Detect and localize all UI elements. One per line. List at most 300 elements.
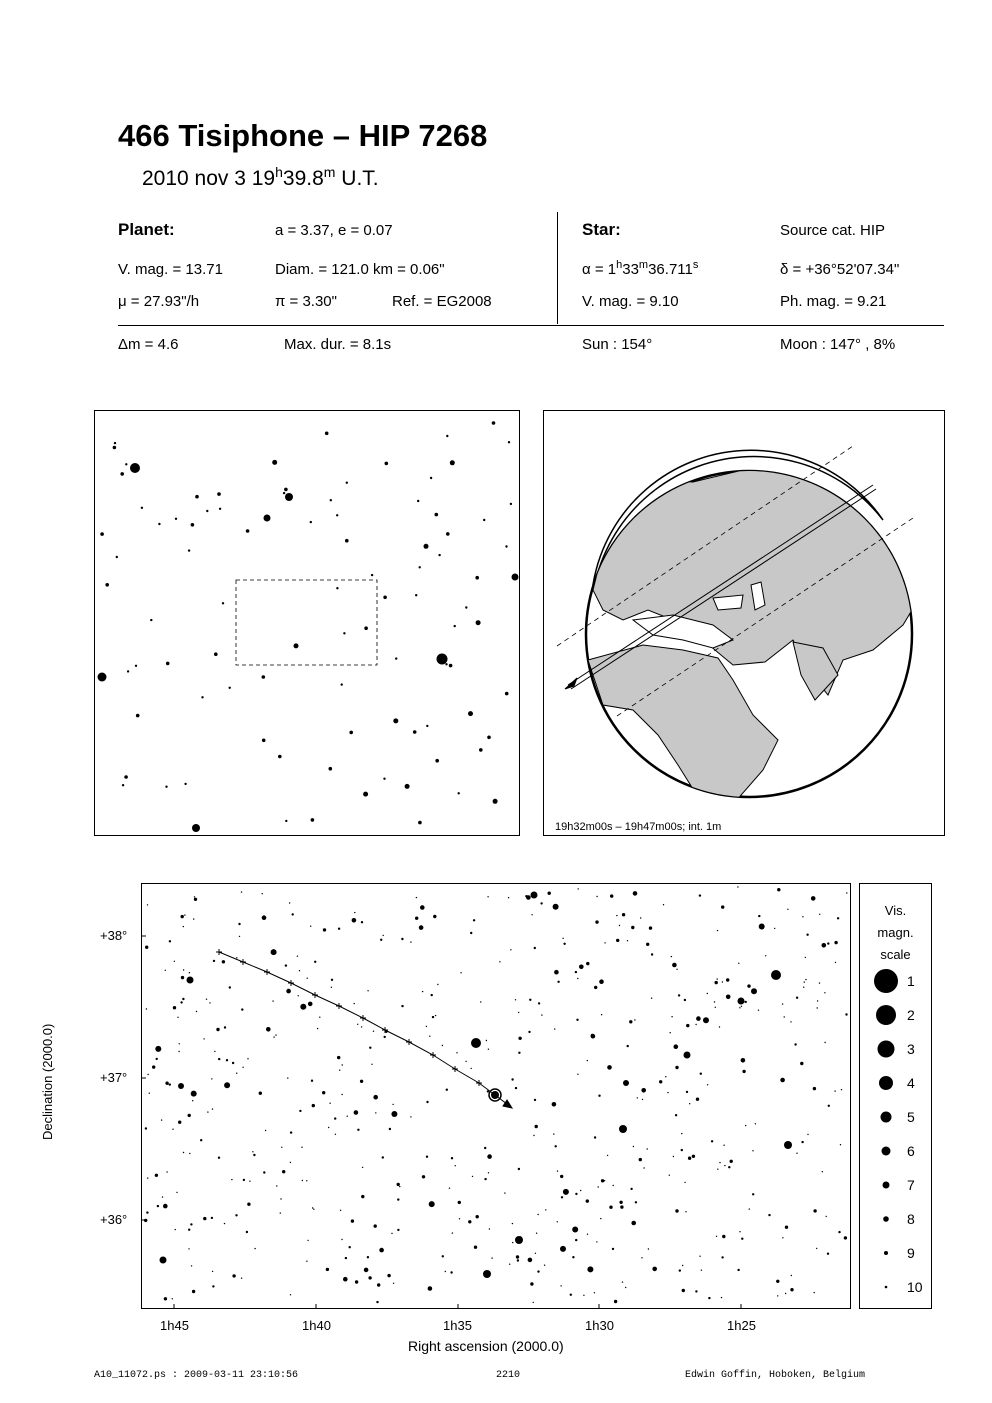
chart-star [382, 1156, 384, 1158]
chart-star [446, 1089, 448, 1091]
chart-star [156, 1058, 158, 1060]
finder-star [364, 626, 368, 630]
chart-star [391, 1233, 392, 1234]
legend-item: 7 [907, 1177, 915, 1193]
chart-star [367, 990, 368, 991]
chart-star [607, 1155, 608, 1156]
chart-star [181, 976, 184, 979]
chart-star [173, 1006, 176, 1009]
finder-star [124, 775, 128, 779]
finder-star [130, 463, 140, 473]
chart-star [373, 1031, 374, 1032]
chart-star [747, 984, 750, 987]
chart-star [741, 1058, 746, 1063]
chart-star [189, 972, 190, 973]
chart-star [380, 939, 382, 941]
chart-star [455, 1165, 456, 1166]
finder-star [505, 692, 509, 696]
chart-star [752, 1150, 753, 1151]
finder-star [166, 662, 170, 666]
finder-star [165, 786, 167, 788]
finder-star [188, 549, 190, 551]
chart-star [511, 1078, 513, 1080]
chart-star [580, 1190, 581, 1191]
finder-star [105, 583, 109, 587]
finder-star [222, 602, 224, 604]
finder-star [264, 515, 271, 522]
finder-star [217, 492, 221, 496]
timezone: U.T. [335, 167, 379, 190]
chart-star [633, 891, 638, 896]
finder-star [458, 792, 460, 794]
chart-star [510, 949, 511, 950]
chart-star [218, 1058, 220, 1060]
chart-star [692, 1155, 695, 1158]
chart-star [805, 957, 806, 958]
chart-star [631, 1221, 636, 1226]
chart-star [515, 1087, 517, 1089]
legend-dots [860, 884, 931, 1308]
chart-star [218, 1157, 220, 1159]
chart-star [431, 994, 433, 996]
star-ra-hours: α = 1 [582, 261, 617, 278]
chart-star [659, 1080, 662, 1083]
chart-star [286, 989, 291, 994]
chart-star [200, 1139, 202, 1141]
chart-star [226, 1059, 228, 1061]
chart-star [450, 1271, 452, 1273]
chart-star [178, 1051, 179, 1052]
finder-star [114, 442, 116, 444]
chart-star [723, 1145, 724, 1146]
chart-star [241, 1008, 243, 1010]
chart-star [442, 1255, 444, 1257]
chart-star [629, 1020, 632, 1023]
chart-star [207, 1111, 208, 1112]
finder-star [135, 665, 137, 667]
finder-star [98, 673, 107, 682]
chart-star [635, 1201, 637, 1203]
chart-star [415, 917, 418, 920]
chart-star [576, 1019, 578, 1021]
chart-star [351, 1219, 354, 1222]
chart-star [699, 894, 701, 896]
finder-star [505, 545, 507, 547]
finder-star [310, 521, 312, 523]
finder-star [415, 594, 417, 596]
chart-star [152, 1065, 155, 1068]
chart-star [387, 1274, 390, 1277]
star-chart [141, 883, 851, 1309]
chart-star [714, 1001, 715, 1002]
footer-file: A10_11072.ps : 2009-03-11 23:10:56 [94, 1370, 299, 1381]
chart-star [341, 1094, 342, 1095]
chart-star [531, 892, 538, 899]
chart-star [487, 1154, 492, 1159]
finder-star [454, 625, 456, 627]
chart-star [771, 970, 781, 980]
chart-star [695, 1290, 697, 1292]
finder-star [426, 725, 428, 727]
chart-star [367, 1256, 369, 1258]
finder-star [465, 606, 467, 608]
chart-star [486, 1040, 487, 1041]
finder-star [206, 510, 208, 512]
finder-star [262, 739, 266, 743]
finder-star [435, 513, 439, 517]
finder-star [446, 532, 450, 536]
finder-star [438, 554, 440, 556]
chart-star [801, 1141, 803, 1143]
legend-item: 10 [907, 1279, 923, 1295]
chart-star [246, 1231, 248, 1233]
chart-star [667, 1092, 668, 1093]
chart-star [266, 1027, 271, 1032]
chart-star [271, 949, 277, 955]
chart-star [814, 1292, 815, 1293]
chart-star [587, 1060, 588, 1061]
chart-star [577, 978, 578, 979]
chart-star [634, 1019, 635, 1020]
chart-star [254, 1248, 255, 1249]
chart-star [292, 913, 294, 915]
chart-star [432, 1016, 434, 1018]
finder-star [424, 544, 429, 549]
chart-star [147, 1074, 148, 1075]
chart-star [737, 886, 738, 887]
chart-star [298, 995, 299, 996]
chart-star [562, 938, 563, 939]
finder-star [283, 492, 285, 494]
chart-star [594, 986, 597, 989]
chart-star [361, 1195, 364, 1198]
chart-star [535, 1253, 536, 1254]
chart-star [231, 1179, 232, 1180]
chart-star [675, 1114, 677, 1116]
chart-star [604, 942, 605, 943]
chart-star [401, 1005, 403, 1007]
chart-star [178, 1083, 184, 1089]
finder-star [120, 472, 124, 476]
chart-star [803, 987, 804, 988]
chart-star [834, 1090, 835, 1091]
chart-star [426, 1156, 428, 1158]
chart-star [616, 939, 619, 942]
chart-star [308, 1002, 313, 1007]
chart-star [579, 965, 584, 970]
chart-star [338, 928, 340, 930]
chart-star [172, 1298, 173, 1299]
chart-star [641, 1257, 642, 1258]
chart-star [334, 1117, 336, 1119]
finder-star [278, 755, 282, 759]
chart-star [149, 1093, 150, 1094]
chart-star [379, 1248, 384, 1253]
chart-star [544, 1265, 545, 1266]
chart-star [535, 1125, 538, 1128]
chart-star [313, 1209, 314, 1210]
chart-star [531, 914, 532, 915]
chart-star [684, 1182, 685, 1183]
chart-star [276, 1185, 277, 1186]
event-time [142, 164, 379, 191]
planet-heading: Planet: [118, 220, 175, 239]
chart-star [329, 1103, 330, 1104]
legend-item: 2 [907, 1007, 915, 1023]
chart-star [310, 926, 311, 927]
chart-star [169, 940, 171, 942]
chart-star [162, 1196, 163, 1197]
legend-item: 3 [907, 1041, 915, 1057]
chart-star [670, 1032, 671, 1033]
chart-star [323, 928, 326, 931]
finder-star [468, 711, 473, 716]
finder-star [150, 619, 152, 621]
chart-star [419, 925, 424, 930]
chart-star [619, 1125, 627, 1133]
chart-star [782, 1003, 783, 1004]
chart-star [528, 1031, 530, 1033]
chart-star [471, 1068, 472, 1069]
ra-hour-unit: h [616, 259, 623, 271]
chart-star [193, 918, 194, 919]
planet-vmag: V. mag. = 13.71 [118, 261, 223, 278]
finder-star [512, 574, 519, 581]
finder-star [413, 730, 417, 734]
chart-star [536, 1233, 537, 1234]
chart-star [721, 905, 724, 908]
chart-star [192, 1290, 195, 1293]
chart-star [819, 982, 820, 983]
chart-star [209, 1002, 210, 1003]
sea-black [713, 595, 743, 610]
chart-star [252, 1151, 253, 1152]
chart-star [364, 1268, 369, 1273]
chart-star [426, 1026, 427, 1027]
finder-star [393, 718, 398, 723]
chart-star [174, 961, 175, 962]
chart-star [282, 1170, 285, 1173]
chart-star [526, 895, 531, 900]
chart-star [796, 1153, 797, 1154]
chart-star [247, 1058, 248, 1059]
chart-star [243, 1179, 245, 1181]
chart-star [306, 1261, 307, 1262]
chart-star [212, 1108, 213, 1109]
chart-star [433, 915, 436, 918]
chart-star [488, 1049, 489, 1050]
chart-star [281, 1147, 282, 1148]
chart-star [552, 1102, 557, 1107]
chart-star [452, 1232, 453, 1233]
chart-star [273, 1036, 274, 1037]
finder-star [346, 482, 348, 484]
chart-star [673, 1156, 674, 1157]
finder-chart [94, 410, 520, 836]
chart-star [442, 1045, 443, 1046]
chart-star [742, 1070, 745, 1073]
chart-star [739, 1007, 740, 1008]
chart-star [437, 984, 438, 985]
chart-star [449, 1188, 450, 1189]
chart-star [179, 1043, 180, 1044]
chart-star [648, 1248, 649, 1249]
chart-star [817, 1007, 818, 1008]
chart-star [384, 1036, 386, 1038]
chart-star [601, 1014, 602, 1015]
chart-star [177, 1017, 178, 1018]
chart-star [675, 1209, 678, 1212]
chart-star [343, 1277, 348, 1282]
chart-star [297, 956, 298, 957]
chart-star [741, 1006, 742, 1007]
finder-star [449, 664, 453, 668]
legend-dot [885, 1286, 888, 1289]
finder-star [435, 759, 439, 763]
chart-star [671, 956, 672, 957]
chart-star [557, 1170, 558, 1171]
star-ra-minutes: 33 [622, 261, 639, 278]
chart-star [371, 1064, 372, 1065]
star-ra [582, 259, 698, 278]
chart-star [647, 1148, 648, 1149]
chart-star [472, 1176, 473, 1177]
chart-star [183, 926, 184, 927]
chart-star [737, 1269, 739, 1271]
x-tick-label: 1h25 [727, 1318, 756, 1333]
legend-dot [884, 1251, 888, 1255]
chart-star [183, 1152, 184, 1153]
finder-star [345, 539, 349, 543]
chart-star [169, 1083, 171, 1085]
chart-star [191, 1091, 197, 1097]
finder-star [175, 518, 177, 520]
chart-star [326, 1268, 329, 1271]
chart-star [637, 1097, 638, 1098]
chart-star [594, 1292, 595, 1293]
chart-star [741, 1238, 743, 1240]
chart-star [515, 999, 516, 1000]
legend-dot [881, 1112, 892, 1123]
chart-star [533, 1302, 534, 1303]
chart-star [728, 1166, 730, 1168]
chart-star [238, 923, 240, 925]
chart-star [707, 993, 708, 994]
chart-star [375, 1112, 376, 1113]
chart-star [844, 1236, 847, 1239]
chart-star [312, 1104, 315, 1107]
chart-star [557, 1221, 558, 1222]
chart-star [314, 961, 316, 963]
chart-star [518, 1037, 521, 1040]
chart-star [688, 1157, 691, 1160]
chart-star [499, 961, 500, 962]
chart-star [312, 1207, 313, 1208]
chart-star [627, 940, 628, 941]
chart-star [236, 957, 237, 958]
legend-dot [879, 1076, 893, 1090]
magnitude-legend [859, 883, 932, 1309]
chart-star [155, 1046, 161, 1052]
chart-star [717, 1169, 718, 1170]
chart-star [785, 1293, 786, 1294]
chart-star [834, 941, 837, 944]
chart-star [429, 1036, 430, 1037]
chart-star [473, 919, 475, 921]
chart-star [700, 1073, 702, 1075]
chart-star [722, 1235, 725, 1238]
finder-star [284, 488, 288, 492]
finder-star [201, 696, 203, 698]
chart-star [681, 1133, 682, 1134]
chart-star [768, 1214, 770, 1216]
chart-star [577, 1074, 578, 1075]
chart-star [300, 1004, 306, 1010]
chart-star [392, 1104, 393, 1105]
finder-star [419, 566, 421, 568]
chart-star [194, 896, 195, 897]
chart-star [776, 1280, 779, 1283]
chart-star [216, 1028, 219, 1031]
finder-star [445, 663, 447, 665]
chart-star [838, 1231, 840, 1233]
chart-star [806, 934, 808, 936]
x-axis-title: Right ascension (2000.0) [408, 1338, 564, 1354]
chart-star [563, 1189, 569, 1195]
chart-star [224, 1026, 226, 1028]
chart-star [517, 1259, 519, 1261]
chart-star [515, 1236, 523, 1244]
chart-star [619, 1201, 622, 1204]
finder-star [483, 519, 485, 521]
finder-star [325, 432, 329, 436]
chart-star [841, 1089, 842, 1090]
chart-star [337, 1056, 340, 1059]
chart-star [203, 1038, 204, 1039]
chart-star [175, 1229, 176, 1230]
chart-star [512, 1223, 513, 1224]
finder-star [285, 493, 293, 501]
chart-star [470, 932, 472, 934]
chart-star [646, 943, 649, 946]
chart-star [410, 1116, 411, 1117]
planet-diameter: Diam. = 121.0 km = 0.06" [275, 261, 445, 278]
x-tick-label: 1h40 [302, 1318, 331, 1333]
chart-star [287, 1077, 288, 1078]
chart-star [145, 1127, 147, 1129]
chart-star [612, 1248, 614, 1250]
chart-star [596, 1241, 597, 1242]
finder-star [383, 596, 387, 600]
chart-star [572, 1256, 574, 1258]
chart-star [232, 1062, 234, 1064]
legend-dot [883, 1182, 890, 1189]
legend-item: 4 [907, 1075, 915, 1091]
chart-star [575, 1239, 577, 1241]
chart-star [484, 1178, 486, 1180]
chart-star [484, 1147, 486, 1149]
chart-star [715, 1007, 716, 1008]
x-tick-label: 1h30 [585, 1318, 614, 1333]
chart-star [410, 941, 411, 942]
chart-star [738, 998, 745, 1005]
chart-star [488, 1172, 489, 1173]
chart-star [301, 1147, 302, 1148]
chart-star [354, 1110, 359, 1115]
chart-star [317, 1028, 318, 1029]
globe-map [543, 410, 945, 836]
chart-star [155, 1174, 158, 1177]
